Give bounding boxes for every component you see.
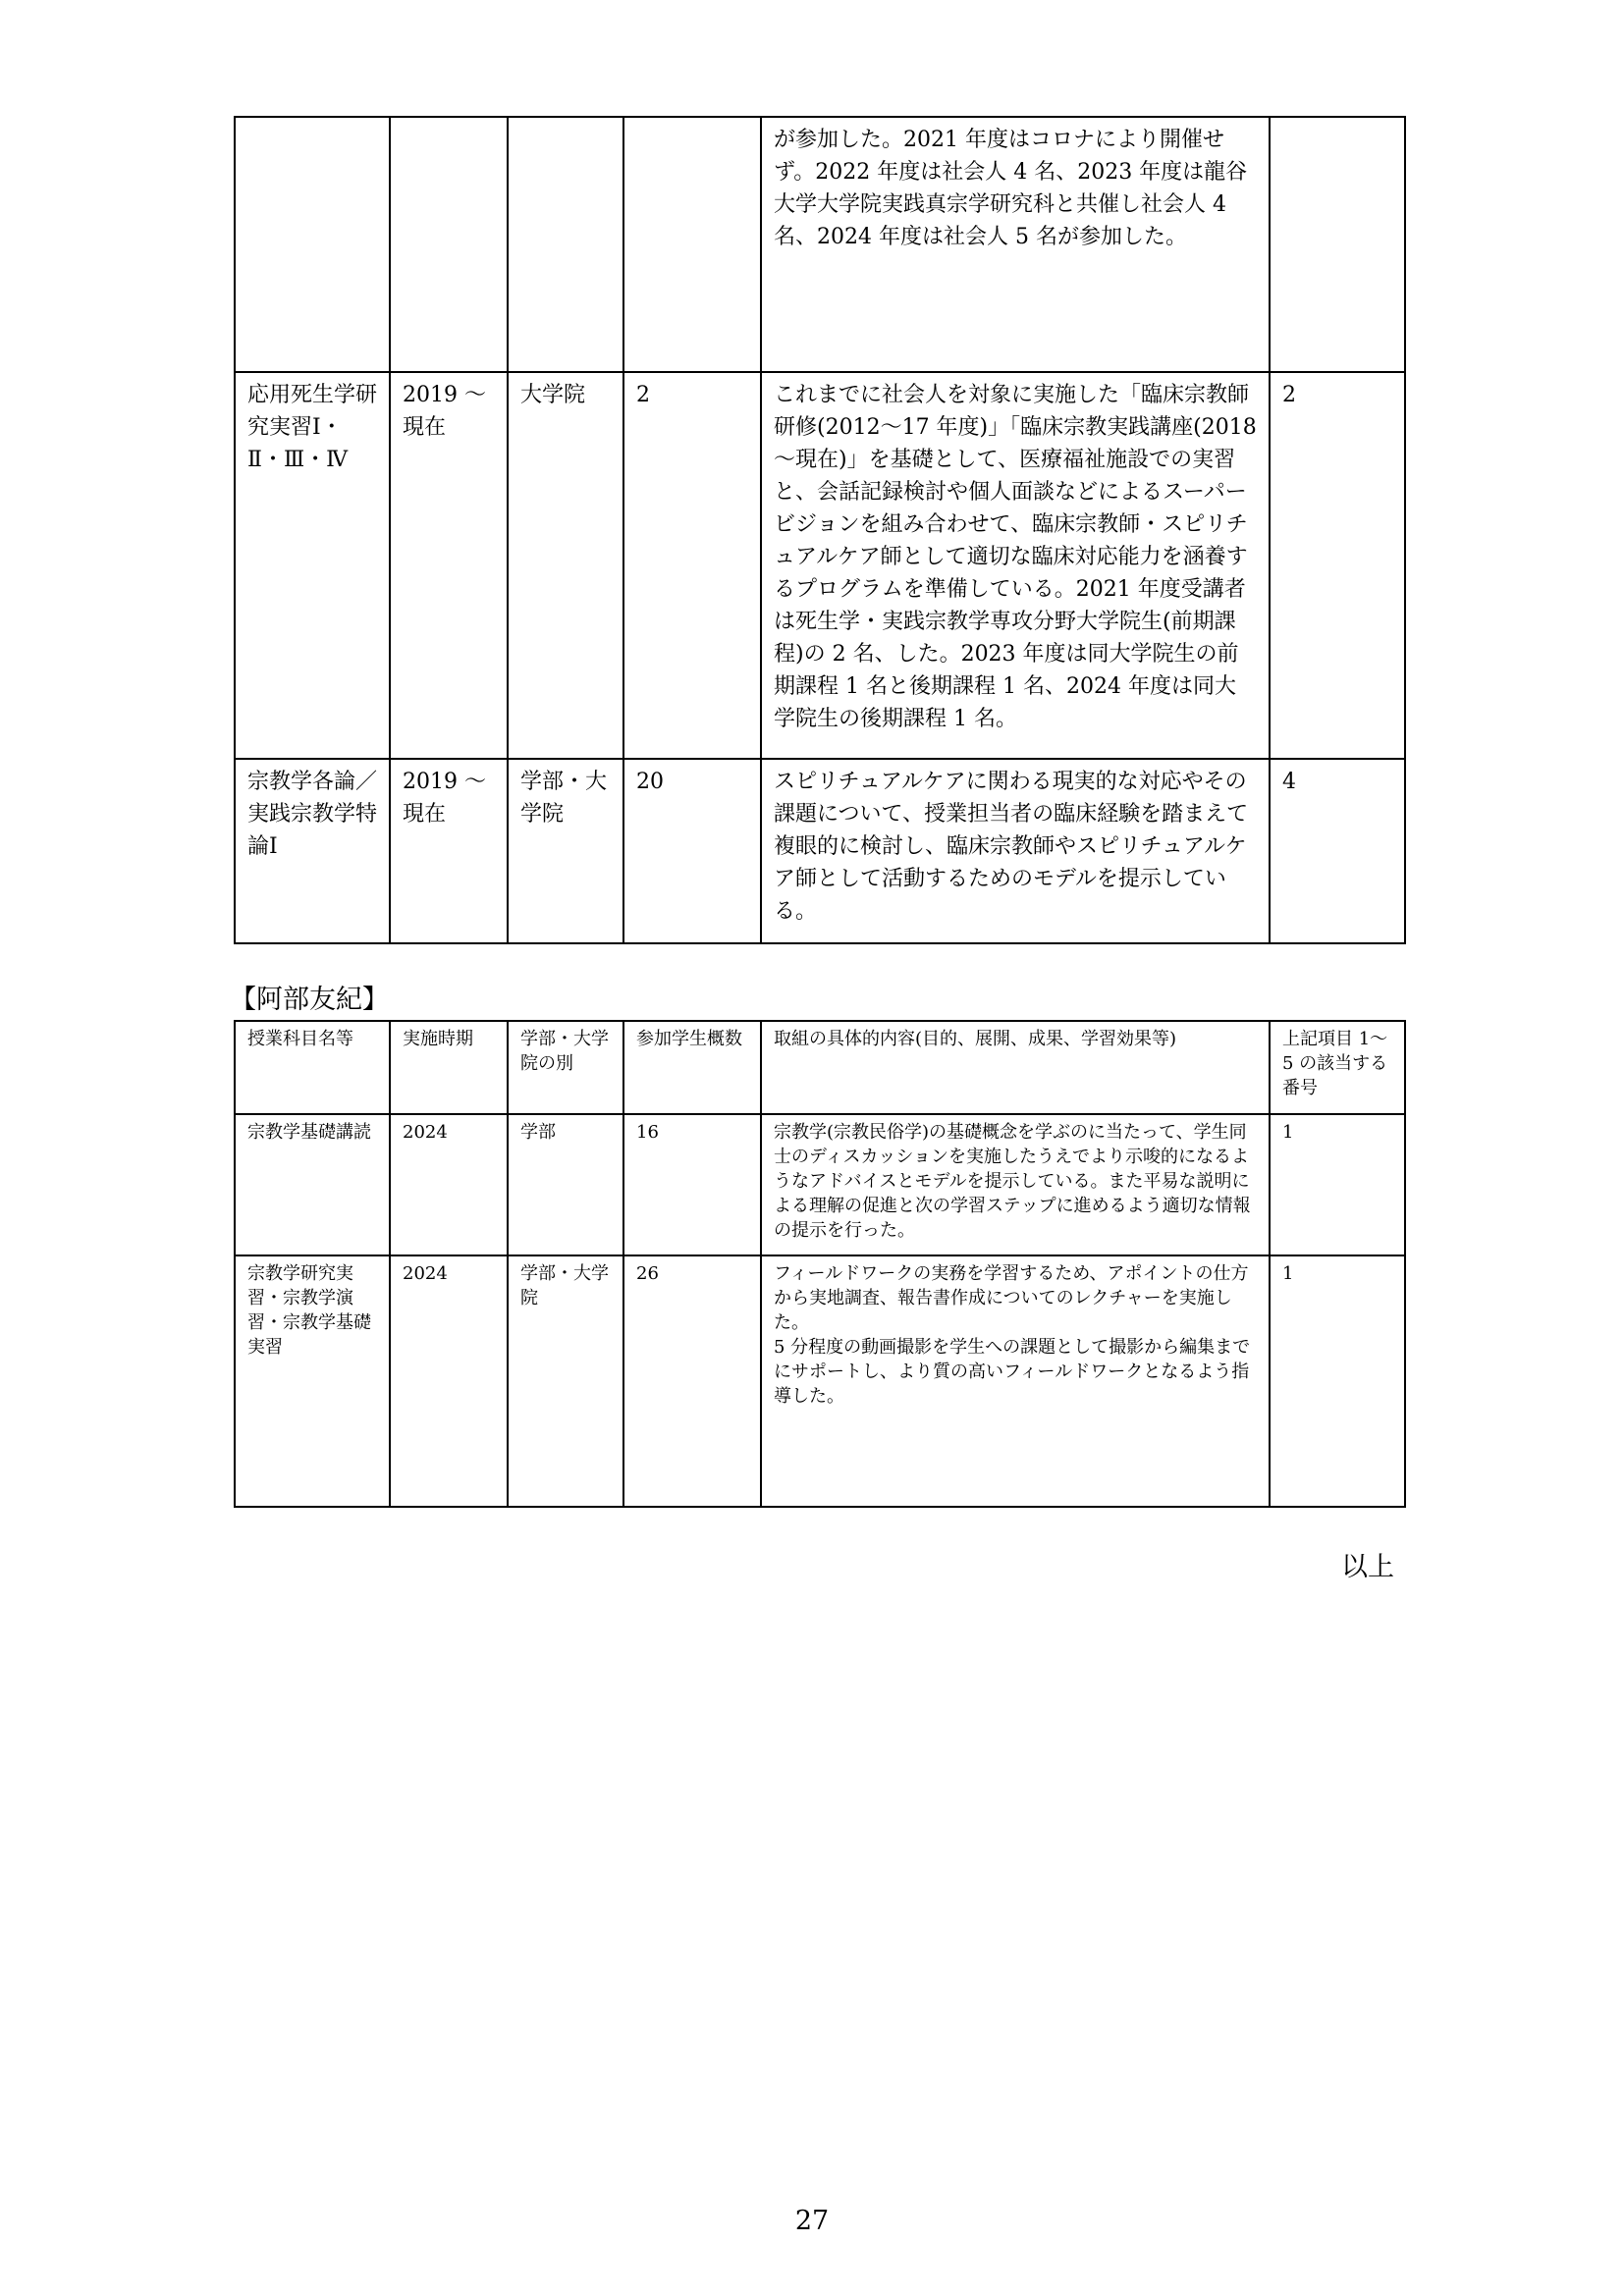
level-cell: 学部・大学院: [508, 1255, 623, 1507]
course-name-cell: 応用死生学研究実習Ⅰ・Ⅱ・Ⅲ・Ⅳ: [235, 372, 390, 759]
header-content: 取組の具体的内容(目的、展開、成果、学習効果等): [761, 1021, 1270, 1114]
header-item-number: 上記項目 1～5 の該当する番号: [1270, 1021, 1405, 1114]
student-count-cell: [623, 117, 761, 372]
closing-mark: 以上: [1341, 1552, 1394, 1582]
content-cell: フィールドワークの実務を学習するため、アポイントの仕方から実地調査、報告書作成についてのレクチャーを実施した。 5 分程度の動画撮影を学生への課題として撮影から編集までにサポートし、より質の高いフィールドワークとなるよう指導した。: [761, 1255, 1270, 1507]
course-table-continued: [234, 116, 1406, 944]
level-cell: [508, 117, 623, 372]
item-number-cell: 4: [1270, 759, 1405, 943]
level-cell: 学部: [508, 1114, 623, 1255]
course-name-cell: 宗教学各論／実践宗教学特論Ⅰ: [235, 759, 390, 943]
period-cell: 2019 ～現在: [390, 372, 508, 759]
table-row: [235, 372, 1405, 759]
student-count-cell: 26: [623, 1255, 761, 1507]
item-number-cell: 1: [1270, 1255, 1405, 1507]
student-count-cell: 2: [623, 372, 761, 759]
table-row: [235, 1255, 1405, 1507]
course-table-abe: [234, 1020, 1406, 1508]
period-cell: 2024: [390, 1114, 508, 1255]
header-level: 学部・大学院の別: [508, 1021, 623, 1114]
course-name-cell: 宗教学研究実習・宗教学演習・宗教学基礎実習: [235, 1255, 390, 1507]
table-row: [235, 759, 1405, 943]
item-number-cell: 1: [1270, 1114, 1405, 1255]
course-name-cell: 宗教学基礎講読: [235, 1114, 390, 1255]
item-number-cell: [1270, 117, 1405, 372]
content-cell: スピリチュアルケアに関わる現実的な対応やその課題について、授業担当者の臨床経験を踏まえて複眼的に検討し、臨床宗教師やスピリチュアルケア師として活動するためのモデルを提示している。: [761, 759, 1270, 943]
page-number: 27: [794, 2206, 830, 2236]
table-header-row: [235, 1021, 1405, 1114]
student-count-cell: 16: [623, 1114, 761, 1255]
student-count-cell: 20: [623, 759, 761, 943]
period-cell: 2024: [390, 1255, 508, 1507]
table-row: [235, 1114, 1405, 1255]
header-course: 授業科目名等: [235, 1021, 390, 1114]
section-heading: 【阿部友紀】: [230, 985, 389, 1015]
period-cell: [390, 117, 508, 372]
content-cell: が参加した。2021 年度はコロナにより開催せず。2022 年度は社会人 4 名、2023 年度は龍谷大学大学院実践真宗学研究科と共催し社会人 4 名、2024 年度は社会人 5 名が参加した。: [761, 117, 1270, 372]
header-period: 実施時期: [390, 1021, 508, 1114]
course-name-cell: [235, 117, 390, 372]
period-cell: 2019 ～現在: [390, 759, 508, 943]
level-cell: 大学院: [508, 372, 623, 759]
item-number-cell: 2: [1270, 372, 1405, 759]
table-row: [235, 117, 1405, 372]
content-cell: これまでに社会人を対象に実施した「臨床宗教師研修(2012～17 年度)」「臨床宗教実践講座(2018～現在)」を基礎として、医療福祉施設での実習と、会話記録検討や個人面談などによるスーパービジョンを組み合わせて、臨床宗教師・スピリチュアルケア師として適切な臨床対応能力を涵養するプログラムを準備している。2021 年度受講者は死生学・実践宗教学専攻分野大学院生(前期課程)の 2 名、した。2023 年度は同大学院生の前期課程 1 名と後期課程 1 名、2024 年度は同大学院生の後期課程 1 名。: [761, 372, 1270, 759]
level-cell: 学部・大学院: [508, 759, 623, 943]
header-count: 参加学生概数: [623, 1021, 761, 1114]
content-cell: 宗教学(宗教民俗学)の基礎概念を学ぶのに当たって、学生同士のディスカッションを実施したうえでより示唆的になるようなアドバイスとモデルを提示している。また平易な説明による理解の促進と次の学習ステップに進めるよう適切な情報の提示を行った。: [761, 1114, 1270, 1255]
